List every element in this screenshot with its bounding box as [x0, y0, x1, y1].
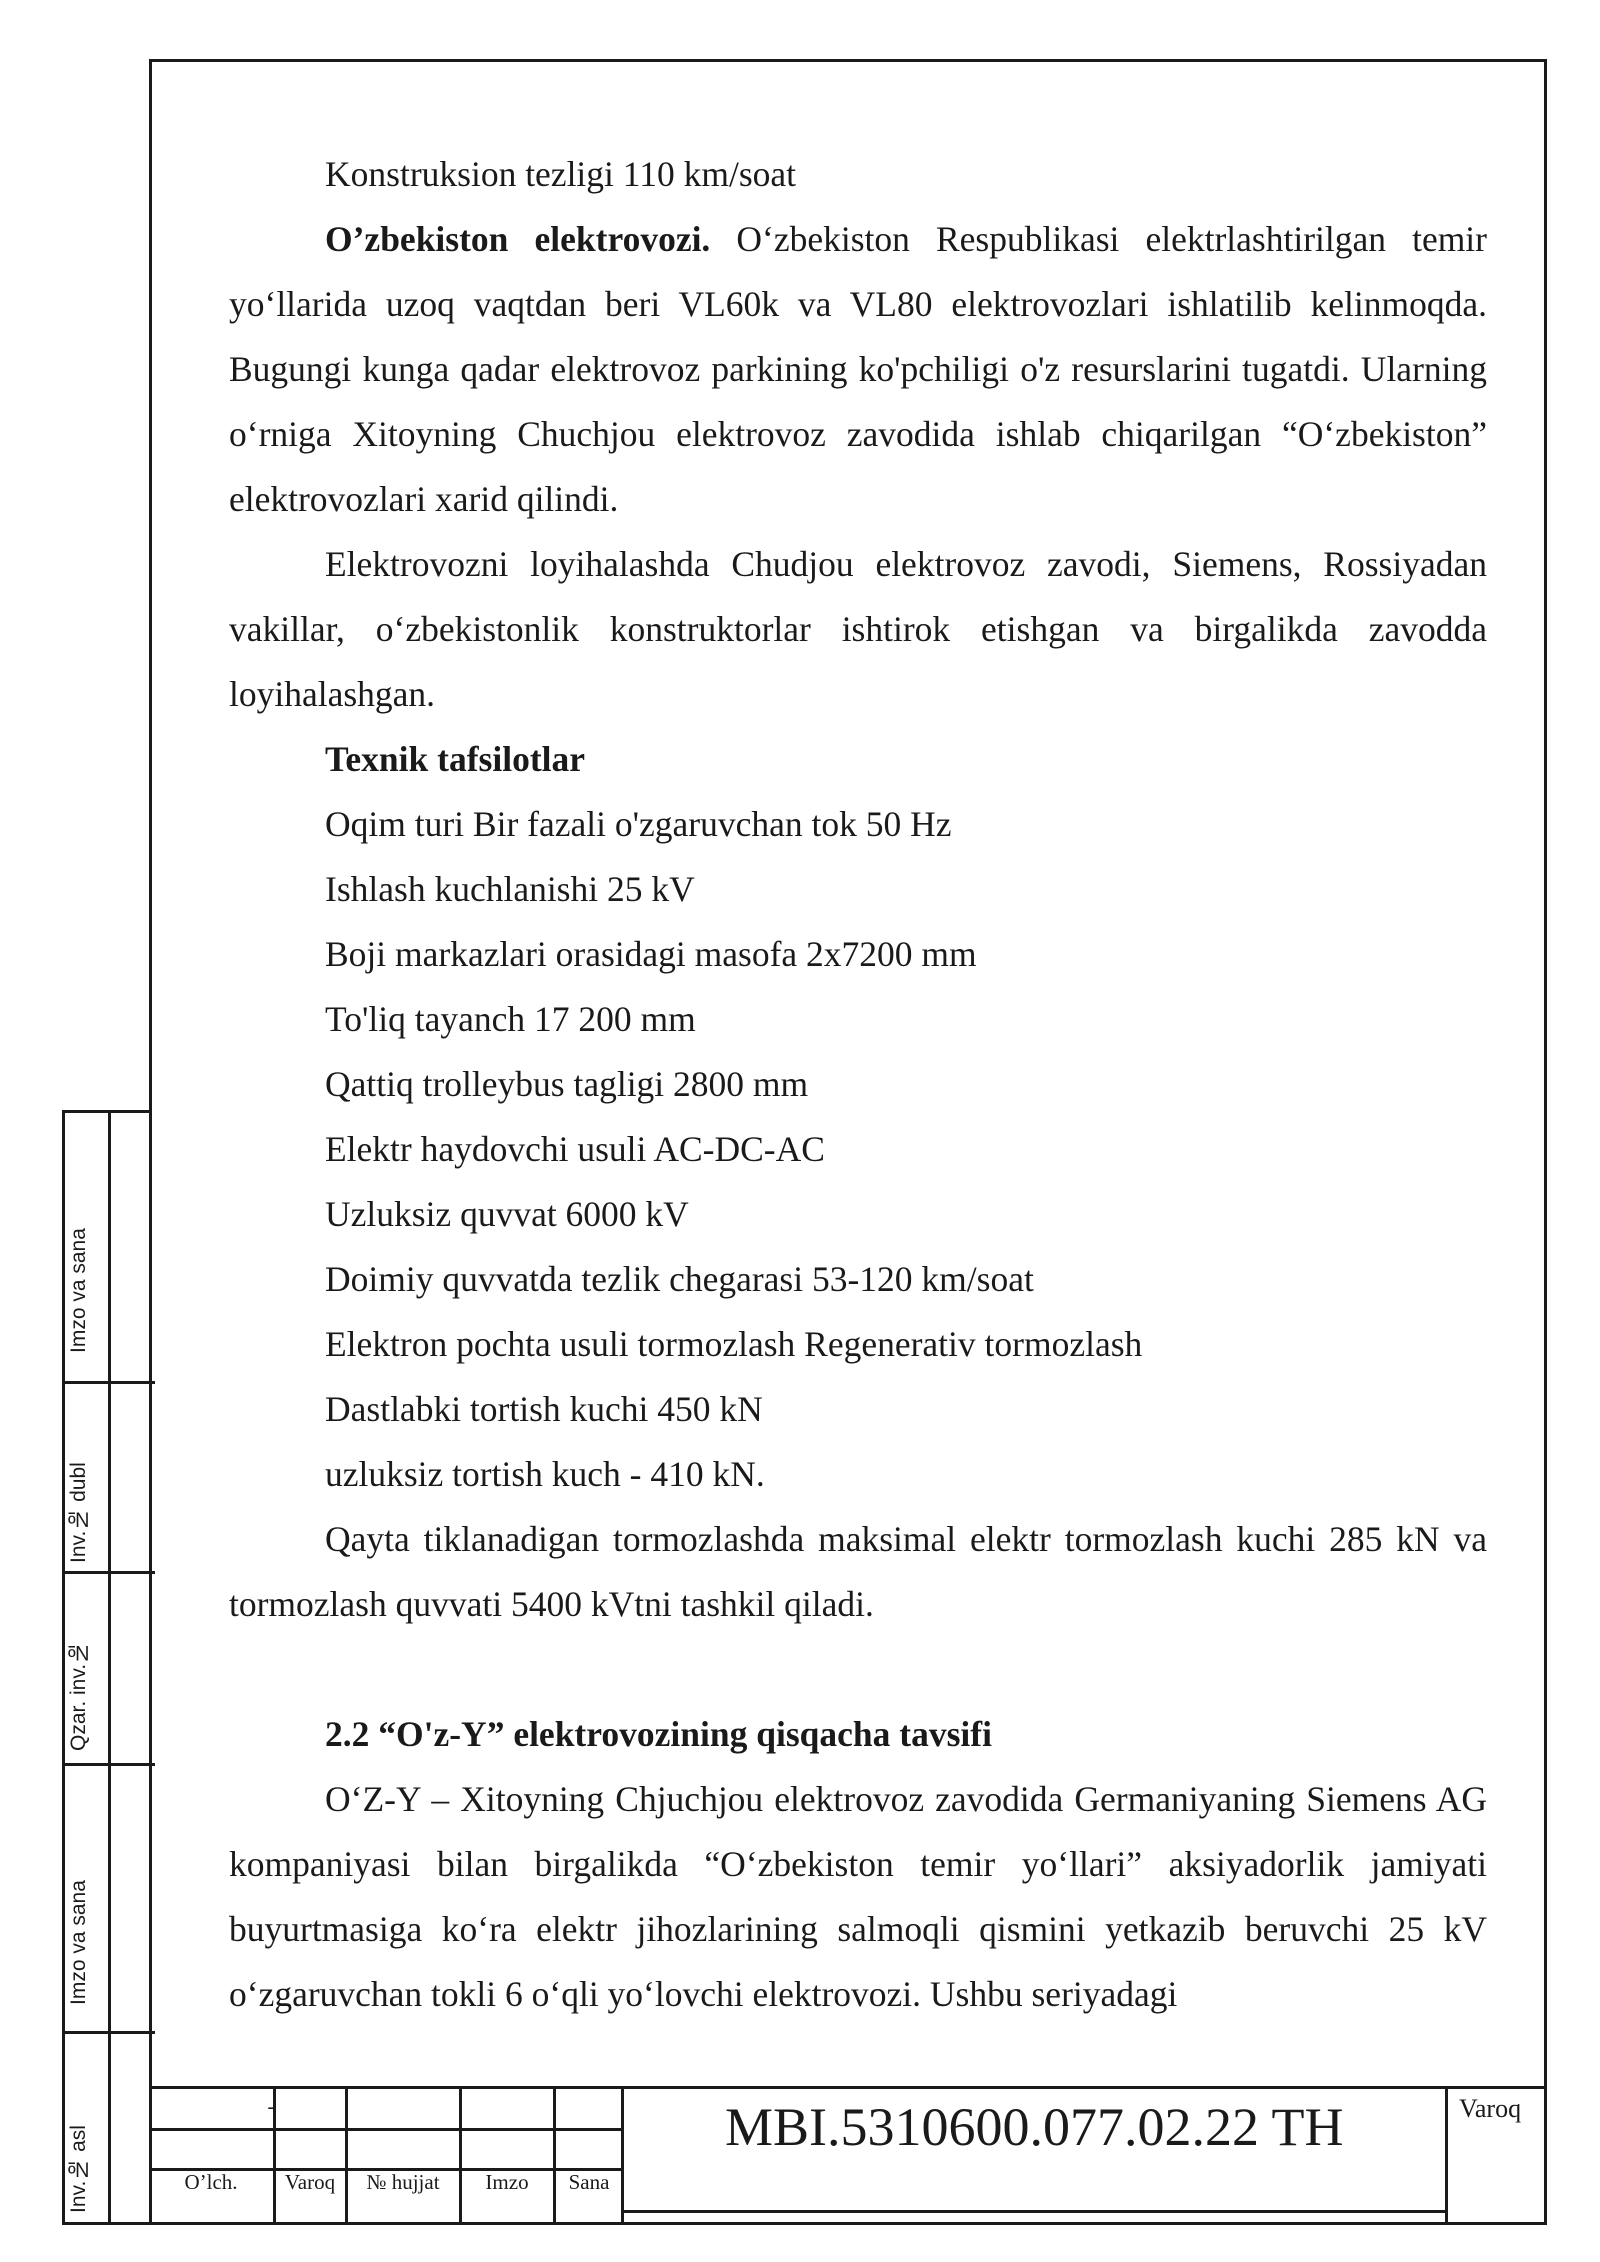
section-heading: 2.2 “O'z-Y” elektrovozining qisqacha tavsifi	[325, 1714, 992, 1754]
paragraph-speed: Konstruksion tezligi 110 km/soat	[325, 154, 796, 194]
spec-item: Elektr haydovchi usuli AC-DC-AC	[325, 1129, 825, 1169]
spec-item: Dastlabki tortish kuchi 450 kN	[325, 1389, 763, 1429]
specs-heading: Texnik tafsilotlar	[325, 739, 586, 779]
title-block-col-doc-number: № hujjat	[366, 2170, 440, 2194]
paragraph-ozy-description: O‘Z-Y – Xitoyning Chjuchjou elektrovoz zavodida Germaniyaning Siemens AG kompaniyasi bilan birgalikda “O‘zbekiston temir yo‘llari” aksiyadorlik jamiyati buyurtmasiga ko‘ra elektr jihozlarining salmoqli qismini yetkazib beruvchi 25 kV o‘zgaruvchan tokli 6 o‘qli yo‘lovchi elektrovozi. Ushbu seriyadagi	[229, 1779, 1487, 2014]
side-strip	[62, 1110, 152, 2225]
paragraph-uzbekistan-locomotive	[229, 207, 1487, 532]
paragraph-lead-bold: O’zbekiston elektrovozi.	[325, 219, 711, 259]
document-code: MBI.5310600.077.02.22 TH	[725, 2097, 1344, 2157]
title-block-col-signature: Imzo	[485, 2170, 529, 2194]
paragraph-design: Elektrovozni loyihalashda Chudjou elektrovoz zavodi, Siemens, Rossiyadan vakillar, o‘zbekistonlik konstruktorlar ishtirok etishgan va birgalikda zavodda loyihalashgan.	[229, 544, 1487, 714]
spec-item: Doimiy quvvatda tezlik chegarasi 53-120 km/soat	[325, 1259, 1034, 1299]
strip-label-inv-original: Inv.№ asl	[67, 2125, 90, 2213]
title-block-col-measure: O’lch.	[184, 2170, 238, 2194]
strip-label-replacement-inv: Qzar. inv.№	[67, 1640, 90, 1751]
title-block	[149, 2086, 1547, 2225]
strip-label-signature-date-2: Imzo va sana	[67, 1880, 90, 2005]
strip-label-inv-dubl: Inv.№ dubl	[67, 1462, 90, 1563]
sheet-label: Varoq	[1459, 2094, 1522, 2123]
spec-item: Elektron pochta usuli tormozlash Regenerativ tormozlash	[325, 1324, 1143, 1364]
spec-item: Boji markazlari orasidagi masofa 2x7200 mm	[325, 934, 977, 974]
paragraph-text: O‘zbekiston Respublikasi elektrlashtirilgan temir yo‘llarida uzoq vaqtdan beri VL60k va VL80 elektrovozlari ishlatilib kelinmoqda. Bugungi kunga qadar elektrovoz parkining ko'pchiligi o'z resurslarini tugatdi. Ularning o‘rniga Xitoyning Chuchjou elektrovoz zavodida ishlab chiqarilgan “O‘zbekiston” elektrovozlari xarid qilindi.	[229, 219, 1487, 519]
strip-label-signature-date: Imzo va sana	[67, 1228, 90, 1353]
spec-item: Oqim turi Bir fazali o'zgaruvchan tok 50 Hz	[325, 804, 952, 844]
spec-item: To'liq tayanch 17 200 mm	[325, 999, 696, 1039]
spec-item: Uzluksiz quvvat 6000 kV	[325, 1194, 689, 1234]
title-block-col-date: Sana	[568, 2170, 610, 2194]
spec-item: Qattiq trolleybus tagligi 2800 mm	[325, 1064, 809, 1104]
page-content	[229, 142, 1487, 2027]
title-block-col-sheet: Varoq	[284, 2170, 336, 2194]
spec-item: uzluksiz tortish kuch - 410 kN.	[325, 1454, 765, 1494]
spec-item: Ishlash kuchlanishi 25 kV	[325, 869, 695, 909]
paragraph-braking: Qayta tiklanadigan tormozlashda maksimal elektr tormozlash kuchi 285 kN va tormozlash quvvati 5400 kVtni tashkil qiladi.	[229, 1519, 1487, 1624]
title-block-dash: -	[267, 2094, 275, 2118]
